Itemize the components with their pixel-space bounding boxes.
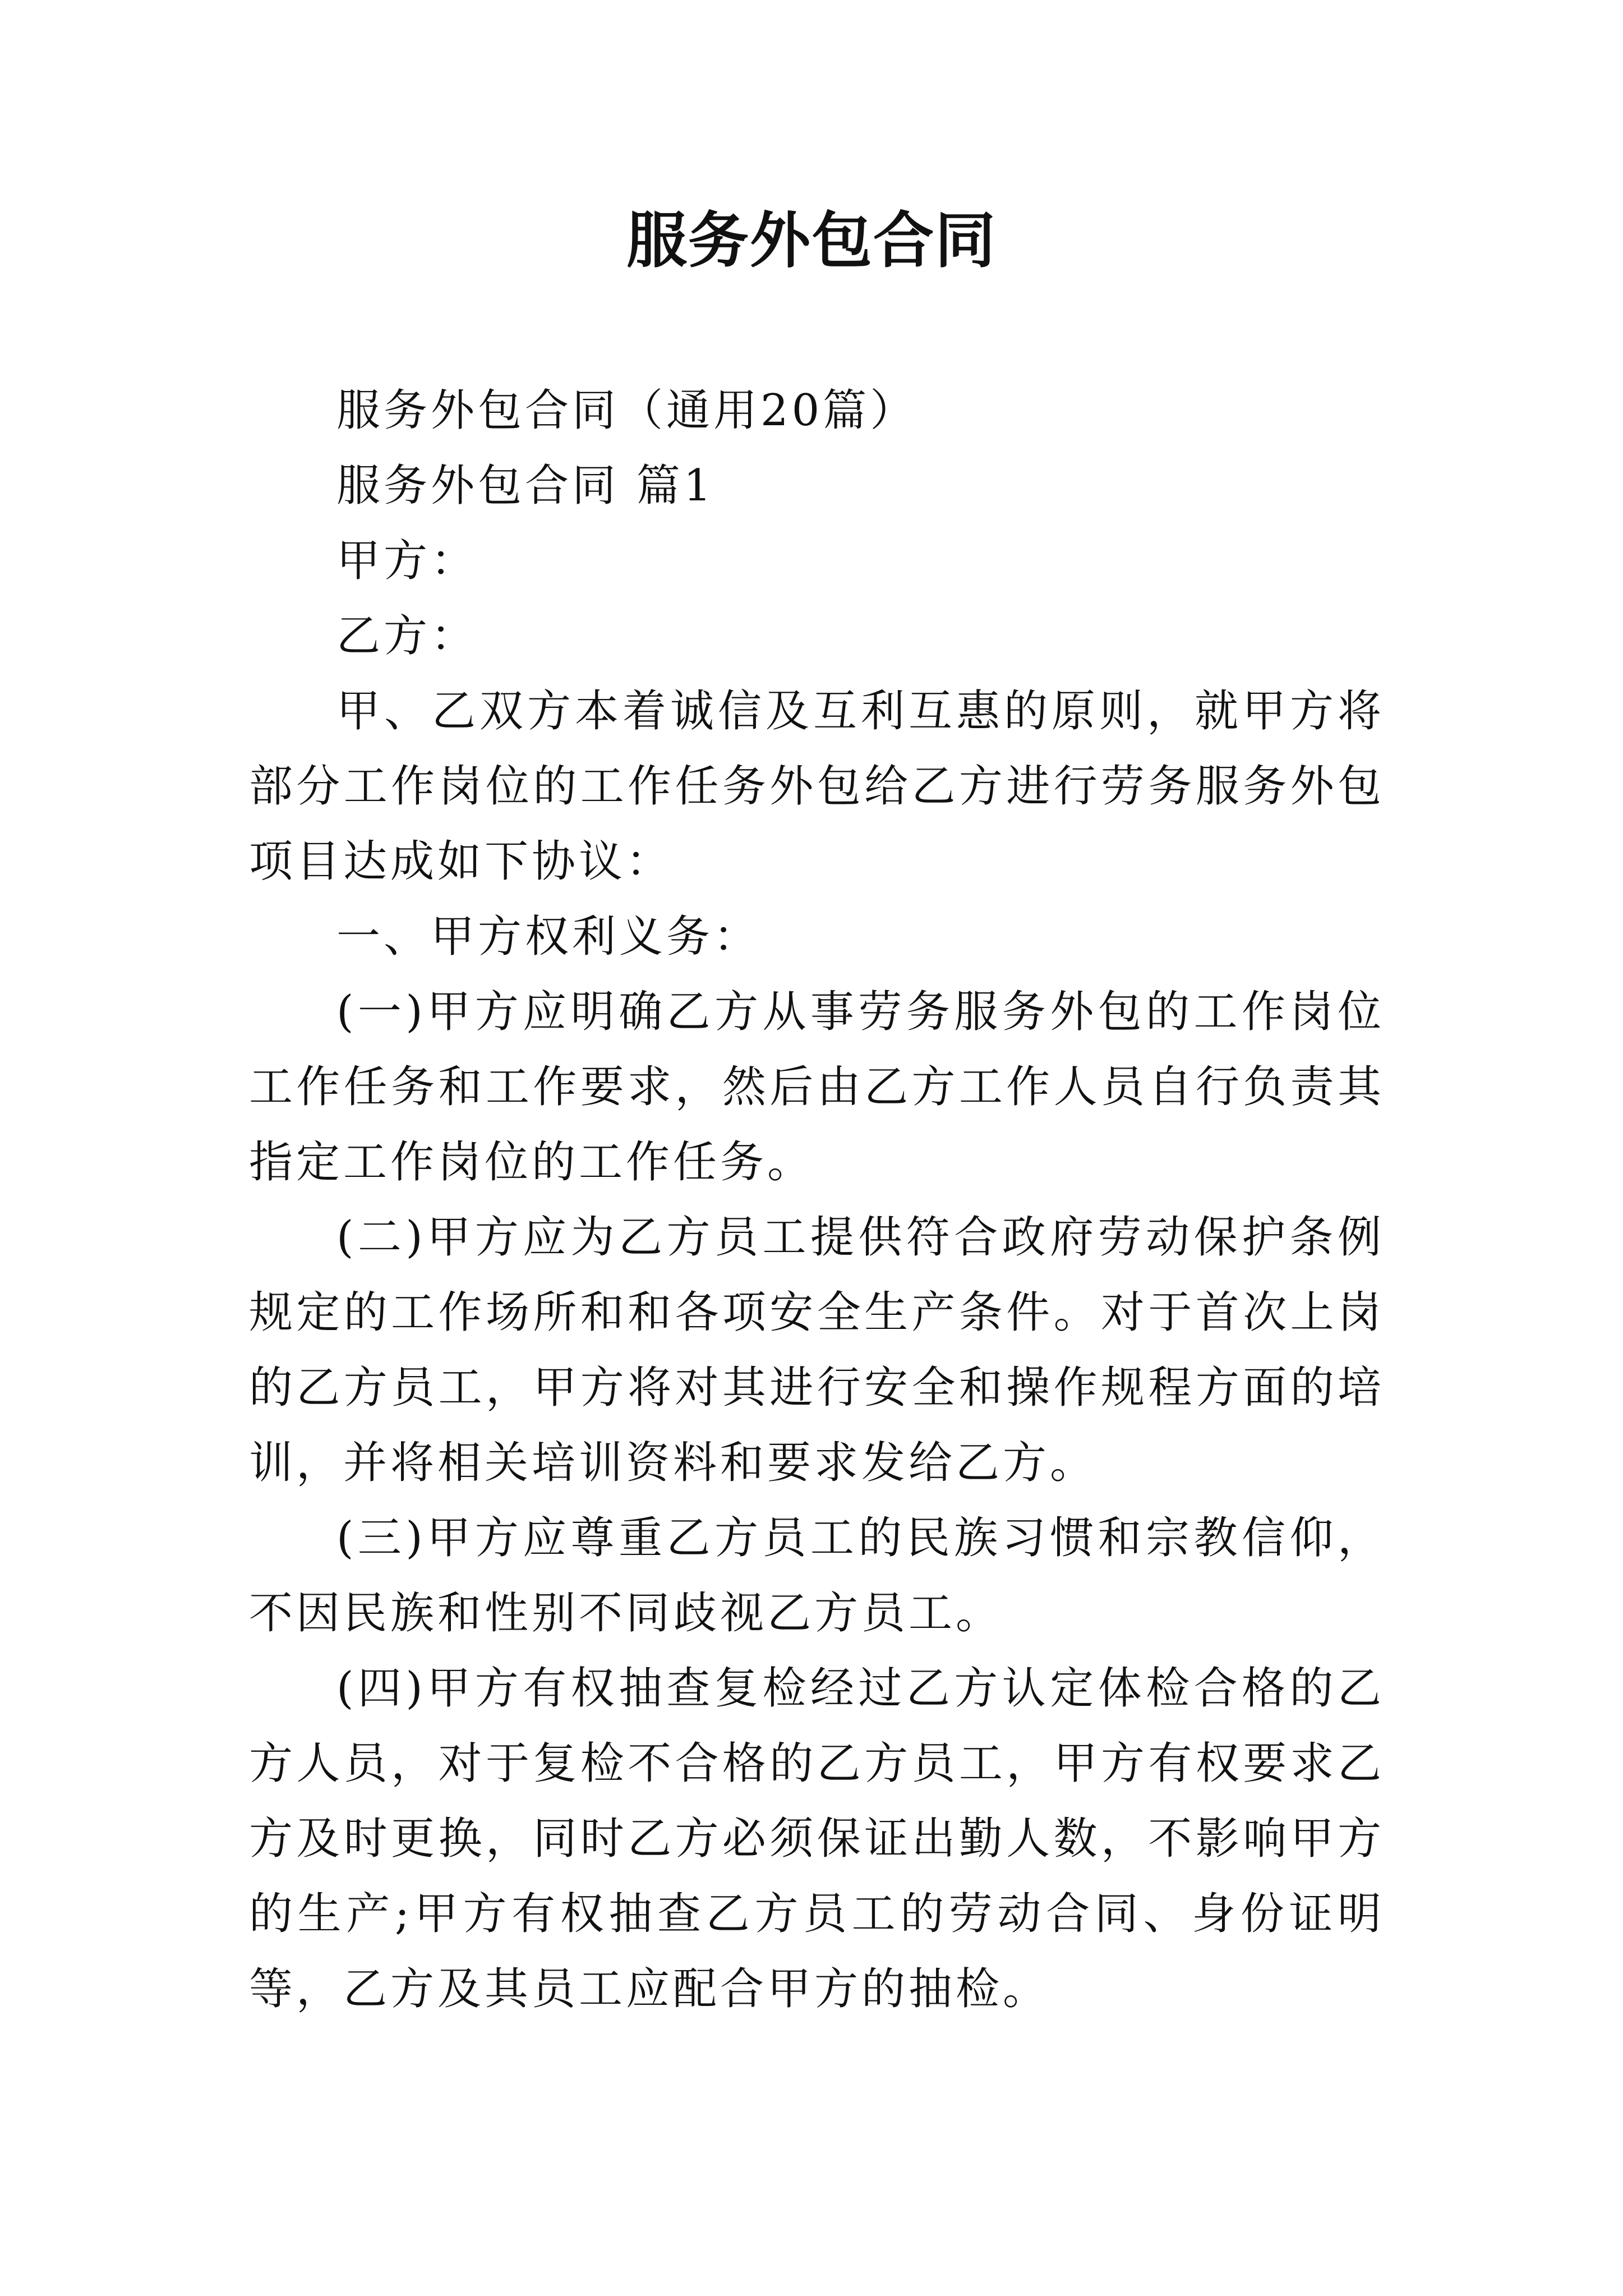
paragraph-subtitle: 服务外包合同（通用20篇） [336, 385, 917, 436]
paragraph-party-b: 乙方： [336, 611, 478, 661]
paragraph-party-a: 甲方： [336, 536, 478, 586]
paragraph-clause-3: (三)甲方应尊重乙方员工的民族习惯和宗教信仰，不因民族和性别不同歧视乙方员工。 [249, 1513, 1385, 1639]
paragraph-section-heading: 服务外包合同 篇1 [336, 461, 715, 511]
paragraph-clause-2: (二)甲方应为乙方员工提供符合政府劳动保护条例规定的工作场所和和各项安全生产条件。对于首次上岗的乙方员工，甲方将对其进行安全和操作规程方面的培训，并将相关培训资料和要求发给乙方。 [249, 1212, 1385, 1488]
document-title: 服务外包合同 [626, 206, 997, 276]
document-body [249, 373, 1385, 2027]
paragraph-clause-1: (一)甲方应明确乙方从事劳务服务外包的工作岗位工作任务和工作要求，然后由乙方工作人员自行负责其指定工作岗位的工作任务。 [249, 987, 1385, 1188]
paragraph-preamble: 甲、乙双方本着诚信及互利互惠的原则，就甲方将部分工作岗位的工作任务外包给乙方进行劳务服务外包项目达成如下协议： [249, 686, 1385, 887]
paragraph-clause-4: (四)甲方有权抽查复检经过乙方认定体检合格的乙方人员，对于复检不合格的乙方员工，甲方有权要求乙方及时更换，同时乙方必须保证出勤人数，不影响甲方的生产;甲方有权抽查乙方员工的劳动合同、身份证明等，乙方及其员工应配合甲方的抽检。 [249, 1663, 1385, 2014]
paragraph-clause-heading: 一、甲方权利义务： [336, 912, 761, 962]
